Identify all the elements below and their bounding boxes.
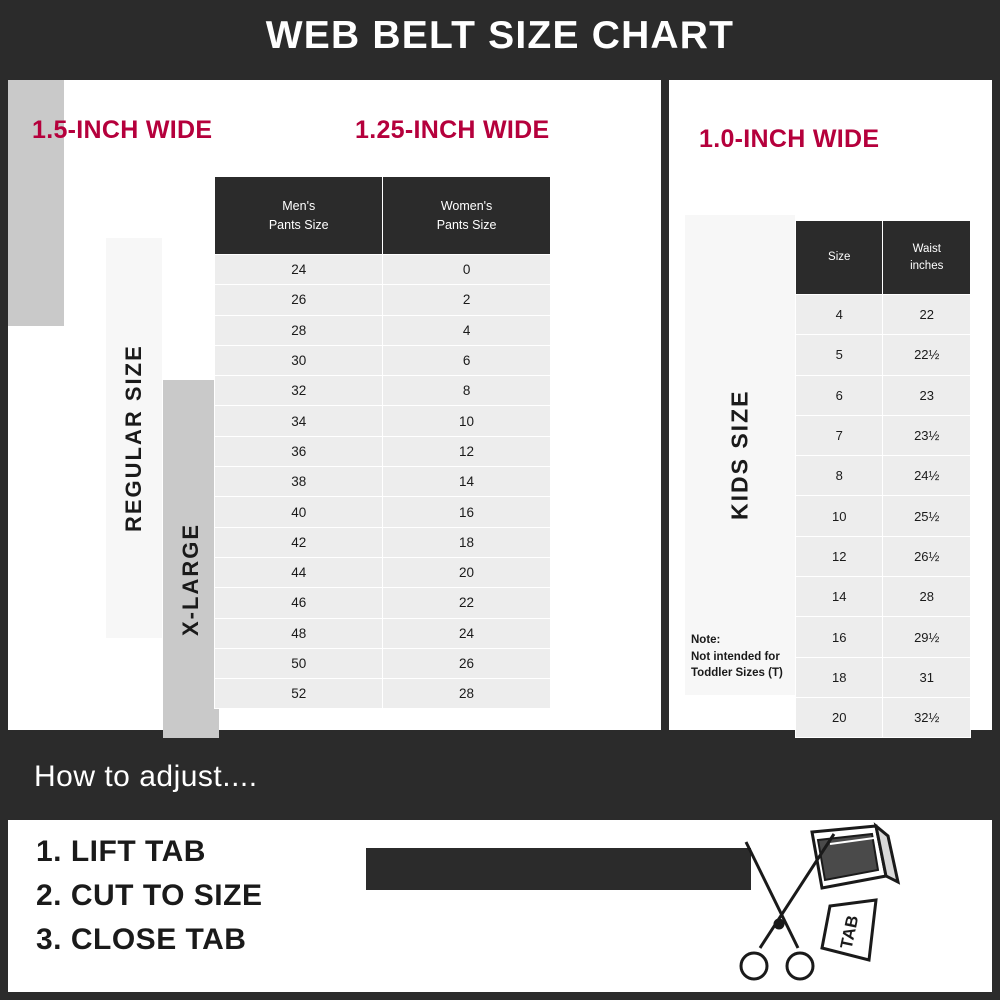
kids-size-0: 4 [796,295,883,335]
table-row [96,557,551,587]
kids-size-4: 8 [796,456,883,496]
adult-men-6: 36 [215,436,383,466]
table-row [96,315,551,345]
step-3: 3. CLOSE TAB [36,923,247,957]
adult-men-8: 40 [215,497,383,527]
adult-women-5: 10 [383,406,551,436]
kids-size-label: KIDS SIZE [685,215,795,695]
table-row [96,406,551,436]
adult-header-womens: Women's Pants Size [383,177,551,255]
table-row [796,295,971,335]
adjust-steps [36,830,262,962]
kids-size-1: 5 [796,335,883,375]
kids-size-table [795,220,971,738]
table-row [96,648,551,678]
step-1: 1. LIFT TAB [36,835,206,868]
adult-men-3: 30 [215,345,383,375]
adult-men-0: 24 [215,255,383,285]
how-to-adjust-label: How to adjust.... [34,760,258,793]
kids-size-2: 6 [796,375,883,415]
belt-buckle-icon [812,826,898,888]
adult-size-panel [8,80,661,730]
table-row [796,577,971,617]
regular-size-label: REGULAR SIZE [106,238,162,638]
table-row [96,436,551,466]
adult-women-6: 12 [383,436,551,466]
table-row [96,679,551,709]
adult-women-0: 0 [383,255,551,285]
kids-waist-5: 25½ [883,496,971,536]
belt-buckle-scissors-illustration [726,820,992,992]
adult-women-12: 24 [383,618,551,648]
adult-women-3: 6 [383,345,551,375]
kids-waist-8: 29½ [883,617,971,657]
heading-1-0-inch: 1.0-INCH WIDE [699,125,880,153]
title-bar [0,0,1000,72]
instructions-panel [8,820,992,992]
table-row [796,375,971,415]
adult-men-7: 38 [215,467,383,497]
kids-size-8: 16 [796,617,883,657]
table-row [796,456,971,496]
kids-waist-0: 22 [883,295,971,335]
adult-header-mens: Men's Pants Size [215,177,383,255]
kids-waist-9: 31 [883,657,971,697]
table-row [796,536,971,576]
table-row [96,618,551,648]
table-row [96,345,551,375]
table-row [796,335,971,375]
adult-men-14: 52 [215,679,383,709]
table-row [96,497,551,527]
heading-1-5-inch: 1.5-INCH WIDE [32,116,213,144]
kids-header-size: Size [796,221,883,295]
kids-size-9: 18 [796,657,883,697]
kids-waist-10: 32½ [883,697,971,737]
table-row [96,255,551,285]
how-to-adjust-bar [0,738,1000,816]
kids-waist-1: 22½ [883,335,971,375]
kids-size-5: 10 [796,496,883,536]
adult-men-10: 44 [215,557,383,587]
adult-men-1: 26 [215,285,383,315]
adult-women-10: 20 [383,557,551,587]
adult-women-11: 22 [383,588,551,618]
table-row [96,588,551,618]
table-row [796,697,971,737]
adult-table-header-row [96,177,551,255]
kids-waist-6: 26½ [883,536,971,576]
adult-header-spacer [96,177,215,255]
adult-men-5: 34 [215,406,383,436]
kids-size-10: 20 [796,697,883,737]
scissors-icon [741,834,834,979]
table-row [96,285,551,315]
adult-women-13: 26 [383,648,551,678]
adult-women-7: 14 [383,467,551,497]
kids-size-panel [669,80,992,730]
kids-header-waist: Waist inches [883,221,971,295]
kids-size-3: 7 [796,415,883,455]
adult-men-4: 32 [215,376,383,406]
table-row [96,527,551,557]
table-row [96,467,551,497]
adult-women-8: 16 [383,497,551,527]
kids-note: Note: Not intended for Toddler Sizes (T) [691,634,783,680]
kids-waist-2: 23 [883,375,971,415]
kids-size-7: 14 [796,577,883,617]
kids-size-6: 12 [796,536,883,576]
belt-strap-illustration [366,848,751,890]
step-2: 2. CUT TO SIZE [36,879,263,913]
adult-women-14: 28 [383,679,551,709]
kids-waist-7: 28 [883,577,971,617]
kids-table-header-row [796,221,971,295]
table-row [796,496,971,536]
adult-women-9: 18 [383,527,551,557]
kids-waist-3: 23½ [883,415,971,455]
table-row [796,657,971,697]
x-large-label: X-LARGE [163,380,219,780]
adult-women-4: 8 [383,376,551,406]
page-title: WEB BELT SIZE CHART [265,14,735,57]
kids-waist-4: 24½ [883,456,971,496]
table-row [796,617,971,657]
table-row [796,415,971,455]
adult-men-11: 46 [215,588,383,618]
adult-women-1: 2 [383,285,551,315]
tab-flag-label: TAB [836,913,863,951]
heading-1-25-inch: 1.25-INCH WIDE [355,116,550,144]
adult-men-12: 48 [215,618,383,648]
adult-men-13: 50 [215,648,383,678]
adult-men-9: 42 [215,527,383,557]
adult-women-2: 4 [383,315,551,345]
adult-men-2: 28 [215,315,383,345]
adult-size-table [96,176,551,709]
table-row [96,376,551,406]
tab-flag-icon [822,900,876,960]
